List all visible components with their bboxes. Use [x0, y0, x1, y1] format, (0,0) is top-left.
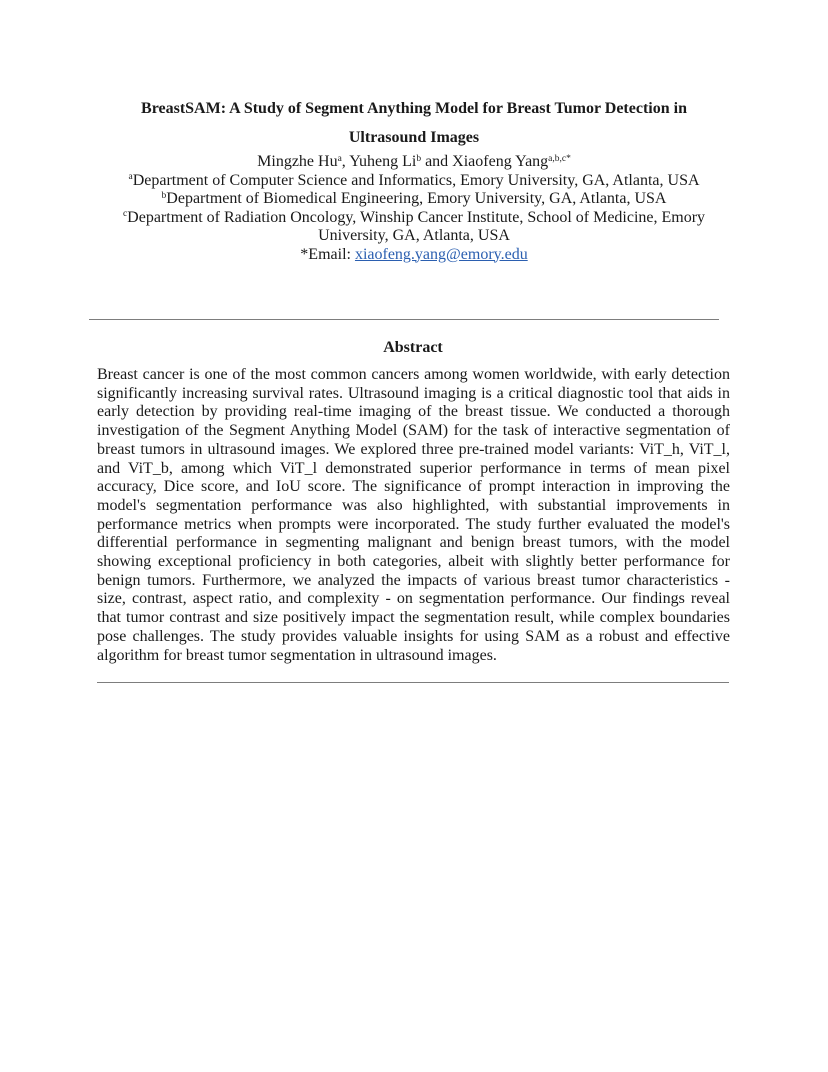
abstract-heading: Abstract — [383, 339, 443, 356]
affiliation-text: Department of Computer Science and Informatics, Emory University, GA, Atlanta, USA — [132, 171, 700, 189]
affiliation-text: Department of Radiation Oncology, Winship Cancer Institute, School of Medicine, Emory — [127, 208, 706, 226]
divider-bottom — [97, 682, 729, 683]
email-link[interactable]: xiaofeng.yang@emory.edu — [354, 245, 528, 263]
title-line-1: BreastSAM: A Study of Segment Anything Model for Breast Tumor Detection in — [141, 100, 687, 117]
author-name: Xiaofeng Yang — [452, 153, 549, 170]
title-line-2: Ultrasound Images — [348, 129, 480, 146]
affiliation-marker: b — [161, 190, 167, 201]
author-affiliation-marker: a,b,c* — [548, 153, 571, 164]
affiliation-text: Department of Biomedical Engineering, Emory University, GA, Atlanta, USA — [166, 190, 667, 207]
author-separator: , — [341, 153, 350, 170]
author-affiliation-marker: b — [416, 153, 422, 164]
author-affiliation-marker: a — [337, 153, 342, 164]
divider-top — [89, 319, 719, 320]
author-list — [100, 153, 728, 172]
affiliation-marker: c — [122, 209, 128, 220]
author-name: Yuheng Li — [349, 153, 417, 170]
affiliation-a — [100, 172, 728, 191]
author-separator: and — [421, 153, 453, 170]
affiliation-c-continued — [100, 227, 728, 246]
email-line — [100, 246, 728, 265]
paper-header — [100, 94, 728, 264]
affiliation-text: University, GA, Atlanta, USA — [318, 227, 510, 244]
affiliation-marker: a — [128, 172, 133, 183]
email-label: *Email: — [300, 245, 355, 263]
affiliation-c — [100, 209, 728, 228]
paper-title — [100, 94, 728, 152]
affiliation-b — [100, 190, 728, 209]
author-name: Mingzhe Hu — [257, 153, 338, 170]
abstract-text: Breast cancer is one of the most common cancers among women worldwide, with early detection significantly increasing survival rates. Ultrasound imaging is a critical diagnostic tool that aids in early detection by providing real-time imaging of the breast tissue. We conducted a thorough investigation of the Segment Anything Model (SAM) for the task of interactive segmentation of breast tumors in ultrasound images. We explored three pre-trained model variants: ViT_h, ViT_l, and ViT_b, among which ViT_l demonstrated superior performance in terms of mean pixel accuracy, Dice score, and IoU score. The significance of prompt interaction in improving the model's segmentation performance was also highlighted, with substantial improvements in performance metrics when prompts were incorporated. The study further evaluated the model's differential performance in segmenting malignant and benign breast tumors, with the model showing exceptional proficiency in both categories, albeit with slightly better performance for benign tumors. Furthermore, we analyzed the impacts of various breast tumor characteristics - size, contrast, aspect ratio, and complexity - on segmentation performance. Our findings reveal that tumor contrast and size positively impact the segmentation result, while complex boundaries pose challenges. The study provides valuable insights for using SAM as a robust and effective algorithm for breast tumor segmentation in ultrasound images. — [97, 366, 730, 664]
